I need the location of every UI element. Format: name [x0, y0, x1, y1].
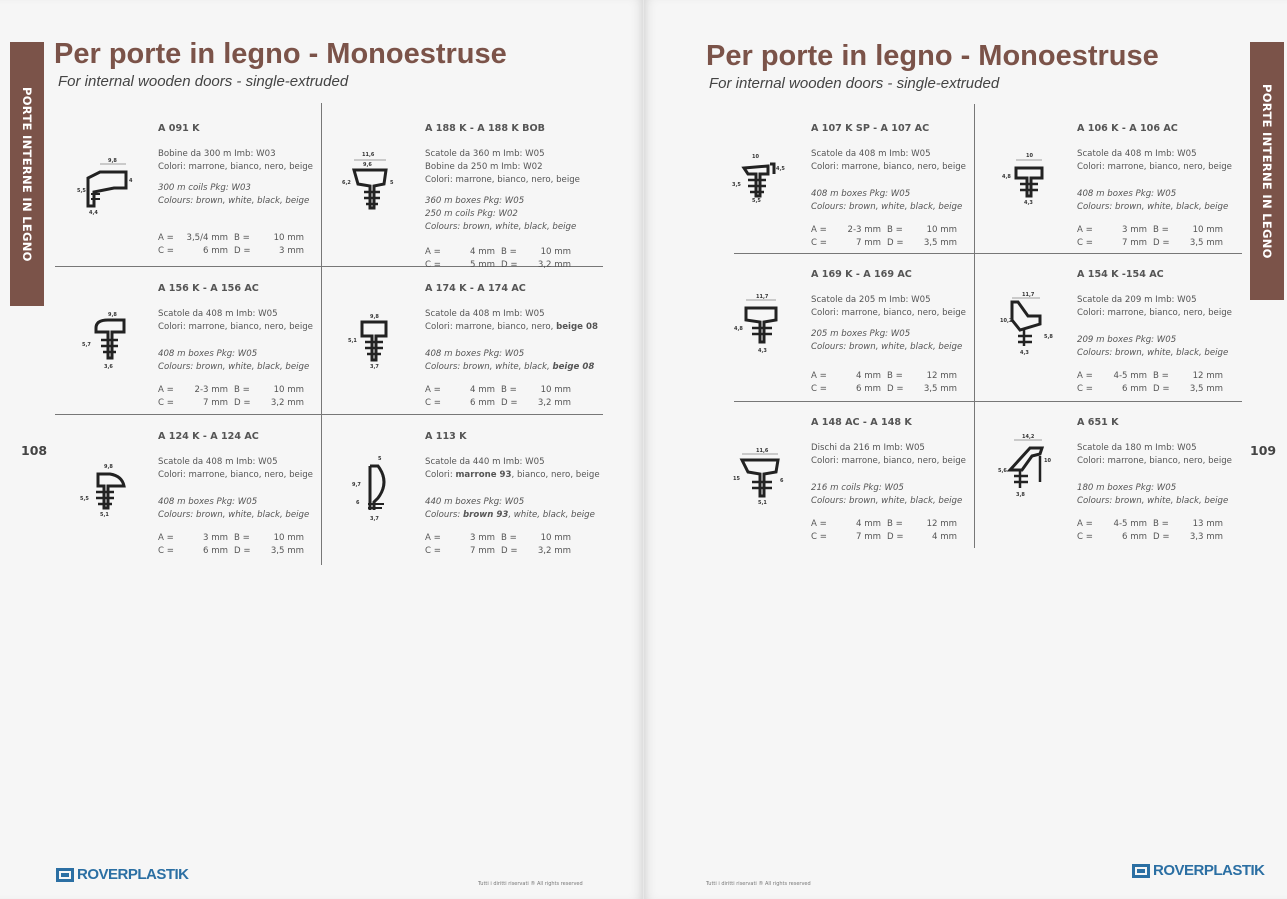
- logo-icon: [56, 868, 74, 882]
- product-code: A 148 AC - A 148 K: [811, 417, 912, 428]
- dim-label: 9,8: [104, 464, 113, 470]
- product-code: A 188 K - A 188 K BOB: [425, 123, 545, 134]
- page-number: 109: [1250, 443, 1277, 458]
- profile-drawing: [998, 290, 1054, 362]
- colors-it: Colori: marrone, bianco, nero, beige: [158, 162, 313, 172]
- brand-logo: [1132, 862, 1265, 879]
- grid-divider: [55, 414, 603, 415]
- page-title: Per porte in legno - Monoestruse: [54, 38, 507, 70]
- product-card: A 148 AC - A 148 K Dischi da 216 m Imb: W05 Colori: marrone, bianco, nero, beige 216 m coils Pkg: W05 Colours: brown, white, black, beige A = 4 mm B = 12 mm C = 7 mm D = 4 mm: [811, 416, 991, 544]
- dim-label: 5,1: [100, 512, 109, 518]
- dimensions: A = 3 mm B = 10 mm C = 7 mm D = 3,5 mm: [1077, 225, 1223, 248]
- dim-label: 3,7: [370, 516, 379, 522]
- profile-drawing: [732, 442, 788, 514]
- grid-divider: [734, 401, 1242, 402]
- product-code: A 113 K: [425, 431, 467, 442]
- dim-label: 4,4: [89, 210, 98, 216]
- dim-label: 4,8: [734, 326, 743, 332]
- right-page: [644, 0, 1287, 899]
- colors-en: Colours: brown, white, black, beige: [158, 196, 310, 206]
- product-card: [158, 122, 338, 258]
- copyright: Tutti i diritti riservati ® All rights reserved: [706, 881, 811, 887]
- product-code: A 154 K -154 AC: [1077, 269, 1164, 280]
- profile-drawing: [732, 290, 788, 362]
- profile-drawing: [730, 146, 786, 218]
- dim-label: 11,6: [362, 152, 375, 158]
- left-page: [0, 0, 643, 899]
- product-card: A 174 K - A 174 AC Scatole da 408 m Imb: W05 Colori: marrone, bianco, nero, beige 08 408 m boxes Pkg: W05 Colours: brown, white, black, beige 08 A = 4 mm B = 10 mm C = 6 mm D = 3,2 mm: [425, 282, 605, 410]
- page-subtitle: For internal wooden doors - single-extruded: [709, 75, 1000, 92]
- profile-drawing: [346, 308, 402, 380]
- dim-label: 10: [1026, 153, 1033, 159]
- dim-label: 5: [378, 456, 382, 462]
- dim-label: 4,3: [1020, 350, 1029, 356]
- dim-label: 10,2: [1000, 318, 1013, 324]
- dim-label: 5,1: [758, 500, 767, 506]
- dim-label: 5,6: [998, 468, 1007, 474]
- packaging-en: 300 m coils Pkg: W03: [158, 183, 251, 193]
- dim-label: 10: [752, 154, 759, 160]
- product-code: A 106 K - A 106 AC: [1077, 123, 1178, 134]
- product-code: A 091 K: [158, 123, 200, 134]
- page-number: 108: [21, 443, 48, 458]
- section-tab: [10, 42, 44, 306]
- page-title: Per porte in legno - Monoestruse: [706, 40, 1159, 72]
- dimensions: A = 3,5/4 mm B = 10 mm C = 6 mm D = 3 mm: [158, 233, 304, 256]
- dimensions: A = 3 mm B = 10 mm C = 7 mm D = 3,2 mm: [425, 533, 571, 556]
- dim-label: 9,6: [363, 162, 372, 168]
- dim-label: 3,5: [732, 182, 741, 188]
- dim-label: 3,7: [370, 364, 379, 370]
- dim-label: 4,3: [758, 348, 767, 354]
- dim-label: 9,8: [108, 312, 117, 318]
- dimensions: A = 2-3 mm B = 10 mm C = 7 mm D = 3,5 mm: [811, 225, 957, 248]
- product-card: A 107 K SP - A 107 AC Scatole da 408 m Imb: W05 Colori: marrone, bianco, nero, beige 408 m boxes Pkg: W05 Colours: brown, white, black, beige A = 2-3 mm B = 10 mm C = 7 mm D = 3,5 mm: [811, 122, 991, 250]
- dim-label: 5,1: [348, 338, 357, 344]
- packaging-it: Bobine da 300 m Imb: W03: [158, 149, 276, 159]
- dim-label: 11,6: [756, 448, 769, 454]
- dim-label: 3,8: [1016, 492, 1025, 498]
- dim-label: 15: [733, 476, 740, 482]
- dim-label: 9,8: [370, 314, 379, 320]
- product-card: A 113 K Scatole da 440 m Imb: W05 Colori: marrone 93, bianco, nero, beige 440 m boxes Pkg: W05 Colours: brown 93, white, black, beige A = 3 mm B = 10 mm C = 7 mm D = 3,2 mm: [425, 430, 605, 558]
- dim-label: 11,7: [1022, 292, 1035, 298]
- dim-label: 4: [129, 178, 133, 184]
- dimensions: A = 4 mm B = 12 mm C = 7 mm D = 4 mm: [811, 519, 957, 542]
- dim-label: 5,8: [1044, 334, 1053, 340]
- product-card: A 106 K - A 106 AC Scatole da 408 m Imb: W05 Colori: marrone, bianco, nero, beige 408 m boxes Pkg: W05 Colours: brown, white, black, beige A = 3 mm B = 10 mm C = 7 mm D = 3,5 mm: [1077, 122, 1257, 250]
- dim-label: 5,5: [80, 496, 89, 502]
- product-code: A 174 K - A 174 AC: [425, 283, 526, 294]
- section-tab-label: PORTE INTERNE IN LEGNO: [20, 86, 34, 262]
- profile-drawing: [80, 306, 136, 378]
- dimensions: A = 4 mm B = 10 mm C = 6 mm D = 3,2 mm: [425, 385, 571, 408]
- dimensions: A = 4-5 mm B = 13 mm C = 6 mm D = 3,3 mm: [1077, 519, 1223, 542]
- section-tab-label: PORTE INTERNE IN LEGNO: [1260, 83, 1274, 259]
- dimensions: A = 4 mm B = 12 mm C = 6 mm D = 3,5 mm: [811, 371, 957, 394]
- copyright: Tutti i diritti riservati ® All rights reserved: [478, 881, 583, 887]
- product-card: A 188 K - A 188 K BOB Scatole da 360 m Imb: W05 Bobine da 250 m Imb: W02 Colori: marrone, bianco, nero, beige 360 m boxes Pkg: W05 250 m coils Pkg: W02 Colours: brown, white, black, beige A = 4 mm B = 10 mm C = 5 mm D = 3,2 mm: [425, 122, 605, 272]
- product-code: A 651 K: [1077, 417, 1119, 428]
- dim-label: 4,5: [776, 166, 785, 172]
- profile-drawing: [76, 456, 132, 528]
- profile-drawing: [348, 452, 404, 524]
- logo-text: ROVERPLASTIK: [77, 866, 189, 883]
- dim-label: 5: [390, 180, 394, 186]
- grid-divider: [734, 253, 1242, 254]
- dim-label: 14,2: [1022, 434, 1035, 440]
- dim-label: 5,5: [752, 198, 761, 204]
- logo-text: ROVERPLASTIK: [1153, 862, 1265, 879]
- profile-drawing: [996, 432, 1052, 504]
- product-card: A 169 K - A 169 AC Scatole da 205 m Imb: W05 Colori: marrone, bianco, nero, beige 205 m boxes Pkg: W05 Colours: brown, white, black, beige A = 4 mm B = 12 mm C = 6 mm D = 3,5 mm: [811, 268, 991, 396]
- dim-label: 10: [1044, 458, 1051, 464]
- dimensions: A = 4 mm B = 10 mm C = 5 mm D = 3,2 mm: [425, 247, 571, 270]
- product-code: A 107 K SP - A 107 AC: [811, 123, 930, 134]
- product-code: A 156 K - A 156 AC: [158, 283, 259, 294]
- page-subtitle: For internal wooden doors - single-extruded: [58, 73, 349, 90]
- logo-icon: [1132, 864, 1150, 878]
- profile-drawing: [342, 148, 398, 220]
- dimensions: A = 3 mm B = 10 mm C = 6 mm D = 3,5 mm: [158, 533, 304, 556]
- profile-drawing: [1000, 146, 1056, 218]
- dim-label: 9,7: [352, 482, 361, 488]
- dim-label: 11,7: [756, 294, 769, 300]
- dim-label: 4,8: [1002, 174, 1011, 180]
- dim-label: 4,3: [1024, 200, 1033, 206]
- product-code: A 124 K - A 124 AC: [158, 431, 259, 442]
- dimensions: A = 4-5 mm B = 12 mm C = 6 mm D = 3,5 mm: [1077, 371, 1223, 394]
- dim-label: 3,6: [104, 364, 113, 370]
- product-card: A 156 K - A 156 AC Scatole da 408 m Imb: W05 Colori: marrone, bianco, nero, beige 408 m boxes Pkg: W05 Colours: brown, white, black, beige A = 2-3 mm B = 10 mm C = 7 mm D = 3,2 mm: [158, 282, 338, 410]
- dim-label: 9,8: [108, 158, 117, 164]
- dim-label: 6: [780, 478, 784, 484]
- product-card: A 651 K Scatole da 180 m Imb: W05 Colori: marrone, bianco, nero, beige 180 m boxes Pkg: W05 Colours: brown, white, black, beige A = 4-5 mm B = 13 mm C = 6 mm D = 3,3 mm: [1077, 416, 1257, 544]
- dim-label: 5,7: [82, 342, 91, 348]
- profile-drawing: [74, 154, 133, 226]
- product-card: A 124 K - A 124 AC Scatole da 408 m Imb: W05 Colori: marrone, bianco, nero, beige 408 m boxes Pkg: W05 Colours: brown, white, black, beige A = 3 mm B = 10 mm C = 6 mm D = 3,5 mm: [158, 430, 338, 558]
- dimensions: A = 2-3 mm B = 10 mm C = 7 mm D = 3,2 mm: [158, 385, 304, 408]
- dim-label: 6: [356, 500, 360, 506]
- dim-label: 6,2: [342, 180, 351, 186]
- product-code: A 169 K - A 169 AC: [811, 269, 912, 280]
- brand-logo: [56, 866, 189, 883]
- product-card: A 154 K -154 AC Scatole da 209 m Imb: W05 Colori: marrone, bianco, nero, beige 209 m boxes Pkg: W05 Colours: brown, white, black, beige A = 4-5 mm B = 12 mm C = 6 mm D = 3,5 mm: [1077, 268, 1257, 396]
- dim-label: 5,5: [77, 188, 86, 194]
